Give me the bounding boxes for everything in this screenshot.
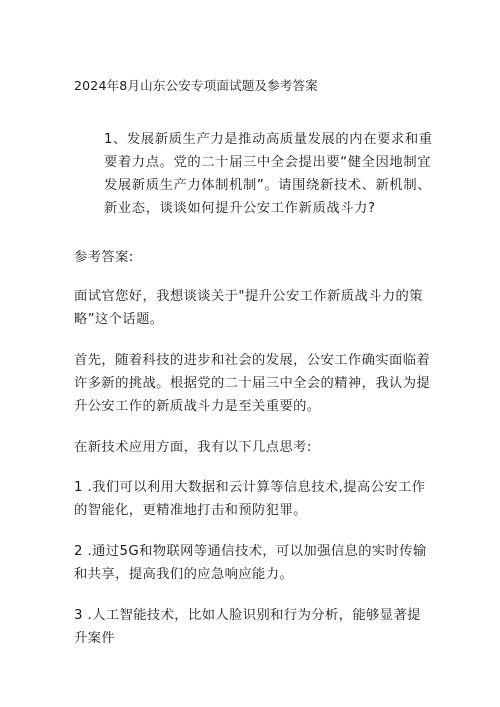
paragraph-first: 首先，随着科技的进步和社会的发展，公安工作确实面临着许多新的挑战。根据党的二十届三中全会的精神，我认为提升公安工作的新质战斗力是至关重要的。 xyxy=(74,353,431,414)
question-text: 1、发展新质生产力是推动高质量发展的内在要求和重要着力点。党的二十届三中全会提出要“健全因地制宜发展新质生产力体制机制”。请围绕新技术、新机制、新业态，谈谈如何提升公安工作新质战斗力? xyxy=(104,132,433,216)
paragraph-intro: 面试官您好，我想谈谈关于"提升公安工作新质战斗力的策略”这个话题。 xyxy=(74,289,423,327)
paragraph-new-tech: 在新技术应用方面，我有以下几点思考: xyxy=(74,440,312,455)
list-item-1: 1 .我们可以利用大数据和云计算等信息技术,提高公安工作的智能化，更精准地打击和预防犯罪。 xyxy=(74,480,426,518)
list-item-2: 2 .通过5G和物联网等通信技术，可以加强信息的实时传输和共享，提高我们的应急响应能力。 xyxy=(74,544,427,582)
answer-label: 参考答案: xyxy=(74,250,134,265)
document-title: 2024年8月山东公安专项面试题及参考答案 xyxy=(74,78,318,93)
list-item-3: 3 .人工智能技术，比如人脸识别和行为分析，能够显著提升案件 xyxy=(74,608,421,646)
